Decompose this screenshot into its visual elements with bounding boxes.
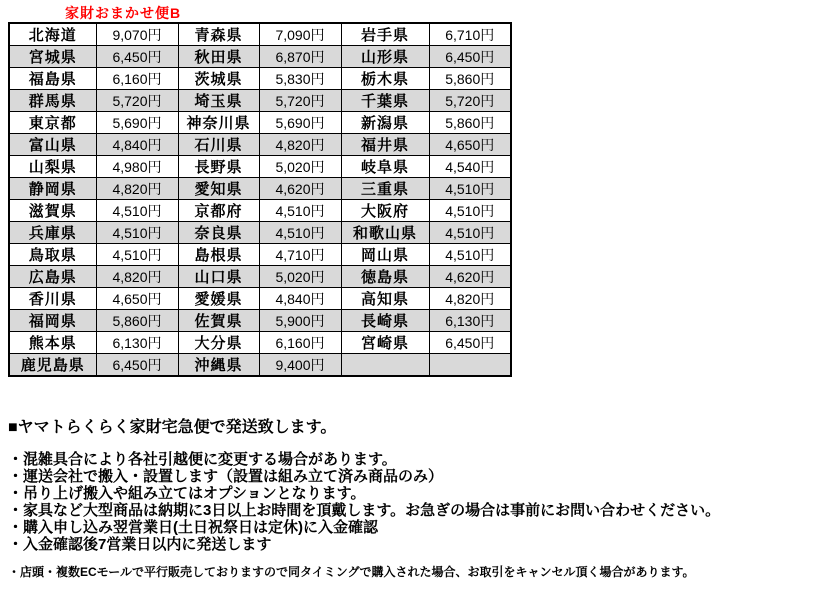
prefecture-cell: 山口県: [178, 266, 259, 288]
price-cell: 5,860円: [429, 112, 511, 134]
shipping-table-body: [9, 23, 511, 376]
table-row: [9, 200, 511, 222]
price-cell: 5,860円: [96, 310, 178, 332]
price-cell: 6,450円: [429, 332, 511, 354]
prefecture-cell: 岡山県: [341, 244, 429, 266]
prefecture-cell: 青森県: [178, 23, 259, 46]
price-cell: 6,870円: [259, 46, 341, 68]
price-cell: 4,510円: [429, 178, 511, 200]
price-cell: 5,720円: [429, 90, 511, 112]
price-cell: 4,510円: [96, 244, 178, 266]
prefecture-cell: 福島県: [9, 68, 96, 90]
price-cell: 4,650円: [96, 288, 178, 310]
prefecture-cell: 三重県: [341, 178, 429, 200]
note-bullet: ・吊り上げ搬入や組み立てはオプションとなります。: [8, 485, 366, 502]
prefecture-cell: 鹿児島県: [9, 354, 96, 377]
prefecture-cell: 愛媛県: [178, 288, 259, 310]
price-cell: 4,510円: [259, 200, 341, 222]
price-cell: 4,510円: [259, 222, 341, 244]
price-cell: 4,820円: [96, 178, 178, 200]
price-cell: 9,400円: [259, 354, 341, 377]
table-row: [9, 288, 511, 310]
note-bullet: ・運送会社で搬入・設置します（設置は組み立て済み商品のみ）: [8, 468, 444, 485]
notes-footnote: ・店頭・複数ECモールで平行販売しておりますので同タイミングで購入された場合、お取引をキャンセル頂く場合があります。: [8, 565, 695, 579]
prefecture-cell: 和歌山県: [341, 222, 429, 244]
notes-bullet-list: [8, 451, 814, 553]
table-row: [9, 222, 511, 244]
price-cell: 6,160円: [259, 332, 341, 354]
price-cell: 4,840円: [259, 288, 341, 310]
prefecture-cell: 山形県: [341, 46, 429, 68]
price-cell: 6,130円: [96, 332, 178, 354]
prefecture-cell: 秋田県: [178, 46, 259, 68]
table-row: [9, 244, 511, 266]
price-cell: 6,450円: [429, 46, 511, 68]
table-row: [9, 156, 511, 178]
prefecture-cell: 高知県: [341, 288, 429, 310]
price-cell: 4,820円: [96, 266, 178, 288]
note-bullet: ・購入申し込み翌営業日(土日祝祭日は定休)に入金確認: [8, 519, 378, 536]
price-cell: 4,820円: [429, 288, 511, 310]
prefecture-cell: 神奈川県: [178, 112, 259, 134]
prefecture-cell: 福岡県: [9, 310, 96, 332]
price-cell: 4,510円: [429, 200, 511, 222]
note-bullet: ・入金確認後7営業日以内に発送します: [8, 536, 272, 553]
price-cell: 4,840円: [96, 134, 178, 156]
prefecture-cell: 沖縄県: [178, 354, 259, 377]
notes-heading: ■ヤマトらくらく家財宅急便で発送致します。: [8, 419, 337, 436]
prefecture-cell: 鳥取県: [9, 244, 96, 266]
price-cell: 6,450円: [96, 46, 178, 68]
prefecture-cell: 徳島県: [341, 266, 429, 288]
table-row: [9, 332, 511, 354]
prefecture-cell: 東京都: [9, 112, 96, 134]
prefecture-cell: 宮城県: [9, 46, 96, 68]
price-cell: 5,860円: [429, 68, 511, 90]
price-cell: 4,820円: [259, 134, 341, 156]
prefecture-cell: 北海道: [9, 23, 96, 46]
table-row: [9, 46, 511, 68]
price-cell: 6,710円: [429, 23, 511, 46]
price-cell: 5,690円: [259, 112, 341, 134]
prefecture-cell: 奈良県: [178, 222, 259, 244]
table-row: [9, 134, 511, 156]
prefecture-cell: 栃木県: [341, 68, 429, 90]
table-row: [9, 310, 511, 332]
notes-section: [8, 414, 814, 580]
price-cell: 4,620円: [429, 266, 511, 288]
table-row: [9, 68, 511, 90]
price-cell: 5,830円: [259, 68, 341, 90]
price-cell: 6,130円: [429, 310, 511, 332]
prefecture-cell: 群馬県: [9, 90, 96, 112]
price-cell: 5,020円: [259, 266, 341, 288]
price-cell: 4,510円: [429, 244, 511, 266]
table-row: [9, 266, 511, 288]
price-cell: 4,650円: [429, 134, 511, 156]
price-cell: 4,980円: [96, 156, 178, 178]
table-row: [9, 112, 511, 134]
price-cell: 5,720円: [96, 90, 178, 112]
prefecture-cell: 岐阜県: [341, 156, 429, 178]
note-bullet: ・家具など大型商品は納期に3日以上お時間を頂戴します。お急ぎの場合は事前にお問い合わせください。: [8, 502, 721, 519]
price-cell: 4,540円: [429, 156, 511, 178]
price-cell: 4,510円: [96, 222, 178, 244]
table-row: [9, 354, 511, 377]
prefecture-cell: 岩手県: [341, 23, 429, 46]
table-row: [9, 90, 511, 112]
prefecture-cell: 長野県: [178, 156, 259, 178]
price-cell: 4,710円: [259, 244, 341, 266]
price-cell: 9,070円: [96, 23, 178, 46]
prefecture-cell: 広島県: [9, 266, 96, 288]
prefecture-cell: 石川県: [178, 134, 259, 156]
price-cell: 5,720円: [259, 90, 341, 112]
price-cell: 6,160円: [96, 68, 178, 90]
prefecture-cell: 埼玉県: [178, 90, 259, 112]
shipping-fee-table: [8, 22, 512, 377]
prefecture-cell: 富山県: [9, 134, 96, 156]
prefecture-cell: 新潟県: [341, 112, 429, 134]
price-cell: 5,020円: [259, 156, 341, 178]
prefecture-cell: 兵庫県: [9, 222, 96, 244]
price-cell: 4,510円: [96, 200, 178, 222]
prefecture-cell: 熊本県: [9, 332, 96, 354]
prefecture-cell: 愛知県: [178, 178, 259, 200]
note-bullet: ・混雑具合により各社引越便に変更する場合があります。: [8, 451, 397, 468]
prefecture-cell: 大阪府: [341, 200, 429, 222]
prefecture-cell: 福井県: [341, 134, 429, 156]
table-row: [9, 23, 511, 46]
price-cell: 5,690円: [96, 112, 178, 134]
prefecture-cell: 大分県: [178, 332, 259, 354]
prefecture-cell: 島根県: [178, 244, 259, 266]
price-cell: 7,090円: [259, 23, 341, 46]
prefecture-cell: 滋賀県: [9, 200, 96, 222]
table-row: [9, 178, 511, 200]
prefecture-cell: 山梨県: [9, 156, 96, 178]
prefecture-cell: [341, 354, 429, 377]
price-cell: [429, 354, 511, 377]
prefecture-cell: 宮崎県: [341, 332, 429, 354]
prefecture-cell: 茨城県: [178, 68, 259, 90]
prefecture-cell: 千葉県: [341, 90, 429, 112]
price-cell: 4,510円: [429, 222, 511, 244]
price-cell: 5,900円: [259, 310, 341, 332]
price-cell: 4,620円: [259, 178, 341, 200]
table-title: 家財おまかせ便B: [65, 5, 182, 21]
price-cell: 6,450円: [96, 354, 178, 377]
prefecture-cell: 佐賀県: [178, 310, 259, 332]
prefecture-cell: 長崎県: [341, 310, 429, 332]
prefecture-cell: 香川県: [9, 288, 96, 310]
prefecture-cell: 静岡県: [9, 178, 96, 200]
prefecture-cell: 京都府: [178, 200, 259, 222]
